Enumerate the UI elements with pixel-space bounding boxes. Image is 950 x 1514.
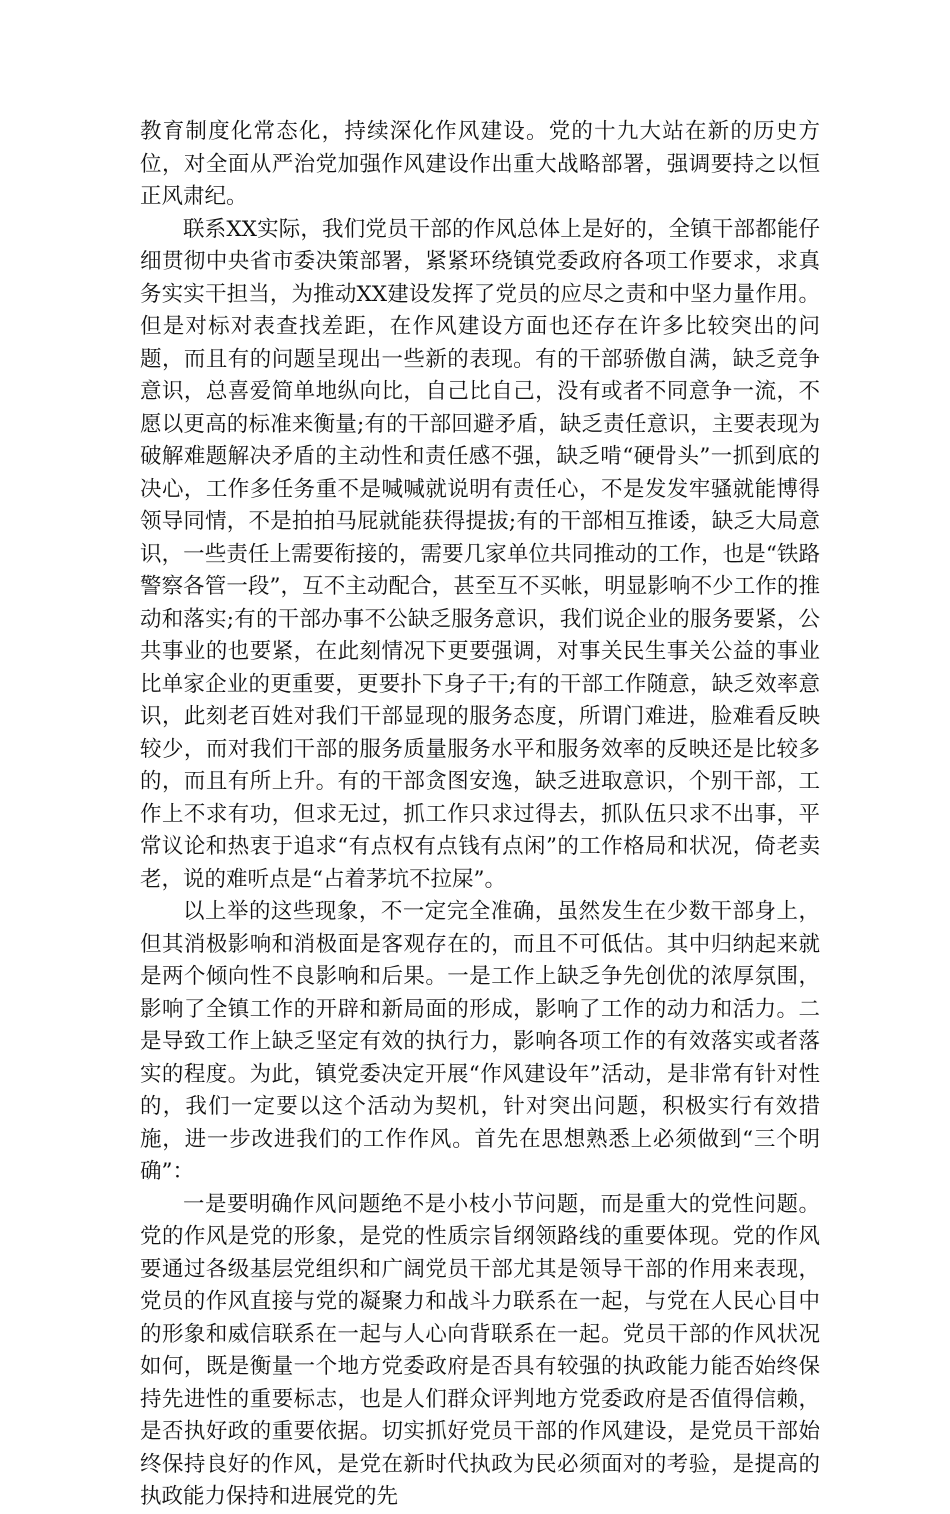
paragraph-2: 联系XX实际，我们党员干部的作风总体上是好的，全镇干部都能仔细贯彻中央省市委决策部署，紧紧环绕镇党委政府各项工作要求，求真务实实干担当，为推动XX建设发挥了党员的应尽之责和中坚力量作用。但是对标对表查找差距，在作风建设方面也还存在许多比较突出的问题，而且有的问题呈现出一些新的表现。有的干部骄傲自满，缺乏竞争意识，总喜爱简单地纵向比，自己比自己，没有或者不同意争一流，不愿以更高的标准来衡量;有的干部回避矛盾，缺乏责任意识，主要表现为破解难题解决矛盾的主动性和责任感不强，缺乏啃“硬骨头”一抓到底的决心，工作多任务重不是喊喊就说明有责任心，不是发发牢骚就能博得领导同情，不是拍拍马屁就能获得提拔;有的干部相互推诿，缺乏大局意识，一些责任上需要衔接的，需要几家单位共同推动的工作，也是“铁路警察各管一段”，互不主动配合，甚至互不买帐，明显影响不少工作的推动和落实;有的干部办事不公缺乏服务意识，我们说企业的服务要紧，公共事业的也要紧，在此刻情况下更要强调，对事关民生事关公益的事业比单家企业的更重要，更要扑下身子干;有的干部工作随意，缺乏效率意识，此刻老百姓对我们干部显现的服务态度，所谓门难进，脸难看反映较少，而对我们干部的服务质量服务水平和服务效率的反映还是比较多的，而且有所上升。有的干部贪图安逸，缺乏进取意识，个别干部，工作上不求有功，但求无过，抓工作只求过得去，抓队伍只求不出事，平常议论和热衷于追求“有点权有点钱有点闲”的工作格局和状况，倚老卖老，说的难听点是“占着茅坑不拉屎”。 — [140, 216, 820, 892]
paragraph-3: 以上举的这些现象，不一定完全准确，虽然发生在少数干部身上，但其消极影响和消极面是客观存在的，而且不可低估。其中归纳起来就是两个倾向性不良影响和后果。一是工作上缺乏争先创优的浓厚氛围，影响了全镇工作的开辟和新局面的形成，影响了工作的动力和活力。二是导致工作上缺乏坚定有效的执行力，影响各项工作的有效落实或者落实的程度。为此，镇党委决定开展“作风建设年”活动，是非常有针对性的，我们一定要以这个活动为契机，针对突出问题，积极实行有效措施，进一步改进我们的工作作风。首先在思想熟悉上必须做到“三个明确”： — [140, 899, 820, 1184]
paragraph-4: 一是要明确作风问题绝不是小枝小节问题，而是重大的党性问题。党的作风是党的形象，是党的性质宗旨纲领路线的重要体现。党的作风要通过各级基层党组织和广阔党员干部尤其是领导干部的作用来表现，党员的作风直接与党的凝聚力和战斗力联系在一起，与党在人民心目中的形象和威信联系在一起与人心向背联系在一起。党员干部的作风状况如何，既是衡量一个地方党委政府是否具有较强的执政能力能否始终保持先进性的重要标志，也是人们群众评判地方党委政府是否值得信赖，是否执好政的重要依据。切实抓好党员干部的作风建设，是党员干部始终保持良好的作风，是党在新时代执政为民必须面对的考验，是提高的执政能力保持和进展党的先 — [140, 1191, 820, 1509]
paragraph-1: 教育制度化常态化，持续深化作风建设。党的十九大站在新的历史方位，对全面从严治党加强作风建设作出重大战略部署，强调要持之以恒正风肃纪。 — [140, 119, 820, 209]
document-body — [140, 116, 820, 1514]
